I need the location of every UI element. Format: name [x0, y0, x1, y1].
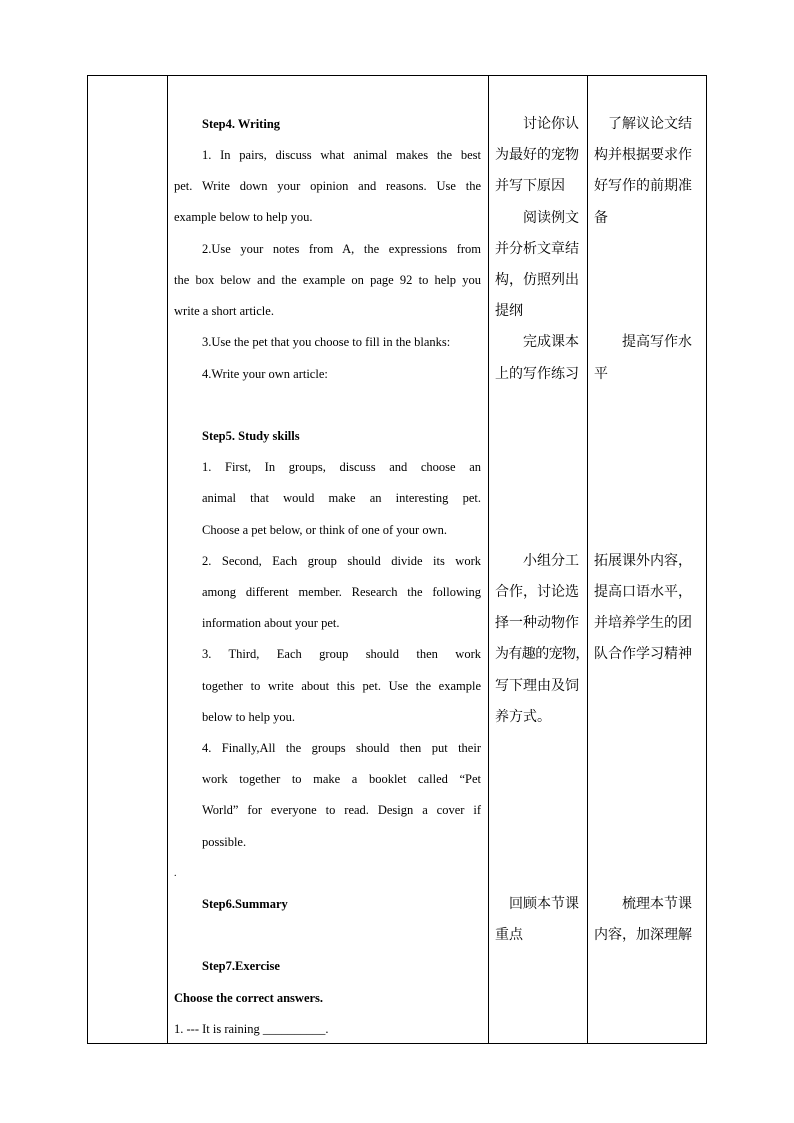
step5-p3-line3: below to help you. [202, 710, 296, 724]
activity-1-line2: 为最好的宠物 [495, 147, 579, 163]
intent-1-line3: 好写作的前期准 [594, 178, 692, 194]
step4-p1-line3: example below to help you. [174, 210, 313, 224]
activity-3-line1: 完成课本 [523, 334, 579, 350]
column-divider-1 [167, 75, 168, 1044]
step5-p1-line1: 1. First, In groups, discuss and choose an [202, 460, 481, 474]
step5-p1-line3: Choose a pet below, or think of one of your own. [202, 523, 447, 537]
intent-2-line1: 提高写作水 [622, 334, 692, 350]
step5-p2-line1: 2. Second, Each group should divide its work [202, 554, 481, 568]
step5-p4-line3: World” for everyone to read. Design a cover if [202, 803, 481, 817]
activity-2-line4: 提纲 [495, 303, 523, 319]
intent-3-line3: 并培养学生的团 [594, 615, 692, 631]
step4-p3: 3.Use the pet that you choose to fill in the blanks: [202, 335, 451, 349]
intent-4-line1: 梳理本节课 [622, 896, 692, 912]
step5-p4-line4: possible. [202, 835, 247, 849]
stray-dot: . [174, 868, 177, 879]
step4-p2-line1: 2.Use your notes from A, the expressions from [202, 242, 481, 256]
activity-2-line1: 阅读例文 [523, 210, 579, 226]
column-divider-2 [488, 75, 489, 1044]
step7-instruction: Choose the correct answers. [174, 991, 324, 1005]
intent-3-line2: 提高口语水平， [594, 584, 692, 600]
intent-1-line1: 了解议论文结 [608, 116, 692, 132]
activity-4-line6: 养方式。 [495, 709, 551, 725]
activity-2-line2: 并分析文章结 [495, 241, 579, 257]
activity-2-line3: 构，仿照列出 [495, 272, 579, 288]
activity-4-line4: 为有趣的宠物， [495, 646, 589, 662]
step4-title: Step4. Writing [202, 117, 281, 131]
step4-p1-line1: 1. In pairs, discuss what animal makes the best [202, 148, 481, 162]
step7-title: Step7.Exercise [202, 959, 280, 973]
activity-1-line3: 并写下原因 [495, 178, 565, 194]
step6-title: Step6.Summary [202, 897, 288, 911]
step7-question-1: 1. --- It is raining __________. [174, 1022, 329, 1036]
step5-p4-line1: 4. Finally,All the groups should then put their [202, 741, 481, 755]
step5-p4-line2: work together to make a booklet called “Pet [202, 772, 481, 786]
step5-p2-line3: information about your pet. [202, 616, 340, 630]
intent-1-line4: 备 [594, 210, 608, 226]
activity-4-line5: 写下理由及饲 [495, 678, 579, 694]
step5-p2-line2: among different member. Research the following [202, 585, 481, 599]
step4-p4: 4.Write your own article: [202, 367, 328, 381]
step5-title: Step5. Study skills [202, 429, 300, 443]
intent-1-line2: 构并根据要求作 [594, 147, 692, 163]
intent-4-line2: 内容，加深理解 [594, 927, 692, 943]
activity-3-line2: 上的写作练习 [495, 366, 579, 382]
intent-3-line4: 队合作学习精神 [594, 646, 692, 662]
activity-1-line1: 讨论你认 [523, 116, 579, 132]
intent-2-line2: 平 [594, 366, 608, 382]
intent-3-line1: 拓展课外内容， [594, 553, 692, 569]
step4-p1-line2: pet. Write down your opinion and reasons. Use the [174, 179, 481, 193]
step4-p2-line3: write a short article. [174, 304, 274, 318]
step5-p3-line1: 3. Third, Each group should then work [202, 647, 481, 661]
activity-5-line2: 重点 [495, 927, 523, 943]
activity-5-line1: 回顾本节课 [509, 896, 579, 912]
column-divider-3 [587, 75, 588, 1044]
step5-p1-line2: animal that would make an interesting pet. [202, 491, 481, 505]
step4-p2-line2: the box below and the example on page 92 to help you [174, 273, 481, 287]
activity-4-line3: 择一种动物作 [495, 615, 579, 631]
activity-4-line2: 合作，讨论选 [495, 584, 579, 600]
step5-p3-line2: together to write about this pet. Use the example [202, 679, 481, 693]
activity-4-line1: 小组分工 [523, 553, 579, 569]
